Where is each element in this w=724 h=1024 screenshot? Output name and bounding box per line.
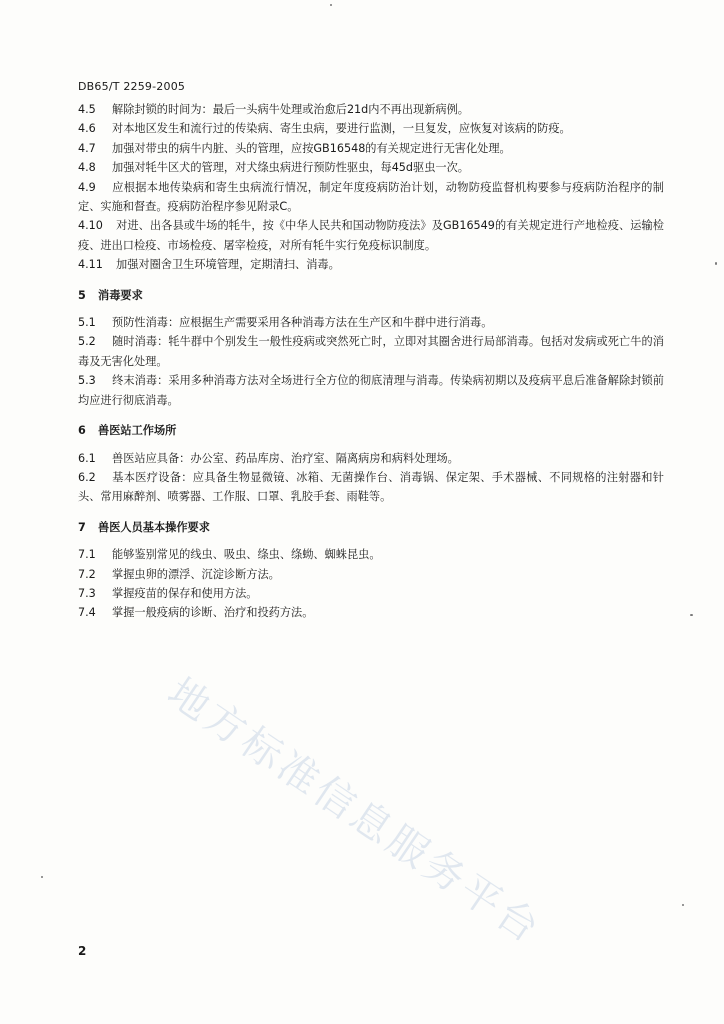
document-code: DB65/T 2259-2005 (78, 80, 186, 93)
section-4-items (78, 100, 664, 275)
clause-7-3 (78, 584, 664, 603)
clause-text: 应根据本地传染病和寄生虫病流行情况，制定年度疫病防治计划，动物防疫监督机构要参与疫病防治程序的制定、实施和督查。疫病防治程序参见附录C。 (78, 180, 664, 214)
section-5-heading (78, 286, 664, 305)
clause-4-5 (78, 100, 664, 119)
page-number: 2 (78, 944, 87, 958)
clause-4-7 (78, 139, 664, 158)
clause-number: 4.6 (78, 122, 96, 136)
clause-text: 加强对带虫的病牛内脏、头的管理，应按GB16548的有关规定进行无害化处理。 (112, 141, 511, 155)
clause-number: 4.11 (78, 258, 103, 272)
clause-number: 4.5 (78, 103, 96, 116)
clause-4-6 (78, 119, 664, 138)
clause-number: 5.2 (78, 335, 96, 349)
clause-6-2 (78, 468, 664, 507)
clause-text: 掌握虫卵的漂浮、沉淀诊断方法。 (112, 567, 280, 581)
scan-speck (682, 904, 684, 906)
document-body (78, 100, 664, 623)
clause-7-1 (78, 545, 664, 564)
scan-speck (330, 4, 332, 6)
section-6-heading (78, 421, 664, 440)
clause-text: 能够鉴别常见的线虫、吸虫、绦虫、绦蚴、蜘蛛昆虫。 (112, 548, 381, 562)
clause-text: 解除封锁的时间为：最后一头病牛处理或治愈后21d内不再出现新病例。 (112, 103, 469, 116)
clause-text: 随时消毒：牦牛群中个别发生一般性疫病或突然死亡时，立即对其圈舍进行局部消毒。包括对发病或死亡牛的消毒及无害化处理。 (78, 335, 664, 368)
clause-4-8 (78, 158, 664, 177)
clause-number: 6.1 (78, 451, 96, 465)
clause-4-10 (78, 216, 664, 255)
clause-text: 终末消毒：采用多种消毒方法对全场进行全方位的彻底清理与消毒。传染病初期以及疫病平息后准备解除封锁前均应进行彻底消毒。 (78, 374, 664, 407)
scan-speck (715, 262, 717, 265)
clause-4-9 (78, 178, 664, 217)
clause-5-2 (78, 332, 664, 371)
clause-5-3 (78, 371, 664, 410)
scan-speck (41, 876, 43, 878)
clause-6-1 (78, 449, 664, 468)
section-number: 5 (78, 288, 86, 302)
clause-text: 对本地区发生和流行过的传染病、寄生虫病，要进行监测，一旦复发，应恢复对该病的防疫。 (112, 122, 571, 136)
clause-text: 对进、出各县或牛场的牦牛，按《中华人民共和国动物防疫法》及GB16549的有关规定进行产地检疫、运输检疫、进出口检疫、市场检疫、屠宰检疫，对所有牦牛实行免疫标识制度。 (78, 219, 664, 252)
clause-text: 预防性消毒：应根据生产需要采用各种消毒方法在生产区和牛群中进行消毒。 (112, 316, 493, 330)
clause-text: 基本医疗设备：应具备生物显微镜、冰箱、无菌操作台、消毒锅、保定架、手术器械、不同规格的注射器和针头、常用麻醉剂、喷雾器、工作服、口罩、乳胶手套、雨鞋等。 (78, 470, 664, 504)
clause-7-4 (78, 603, 664, 622)
clause-text: 兽医站应具备：办公室、药品库房、治疗室、隔离病房和病料处理场。 (112, 451, 459, 465)
clause-number: 4.9 (78, 180, 96, 194)
section-title: 兽医人员基本操作要求 (98, 520, 210, 534)
clause-number: 7.2 (78, 567, 96, 581)
clause-5-1 (78, 313, 664, 332)
scan-speck (690, 614, 693, 616)
clause-text: 掌握疫苗的保存和使用方法。 (112, 586, 258, 600)
section-number: 6 (78, 424, 86, 438)
clause-7-2 (78, 565, 664, 584)
clause-number: 7.3 (78, 586, 96, 600)
clause-number: 5.1 (78, 316, 96, 330)
clause-number: 5.3 (78, 374, 96, 388)
section-number: 7 (78, 520, 86, 534)
section-title: 消毒要求 (98, 288, 143, 302)
section-title: 兽医站工作场所 (98, 424, 177, 438)
clause-number: 4.10 (78, 219, 103, 233)
section-7-heading (78, 518, 664, 537)
watermark: 地方标准信息服务平台 (159, 669, 550, 954)
clause-number: 6.2 (78, 470, 96, 484)
clause-number: 7.1 (78, 548, 96, 562)
clause-text: 加强对牦牛区犬的管理，对犬绦虫病进行预防性驱虫，每45d驱虫一次。 (112, 161, 469, 175)
clause-number: 4.8 (78, 161, 96, 175)
clause-number: 4.7 (78, 141, 96, 155)
clause-number: 7.4 (78, 606, 96, 620)
clause-text: 加强对圈舍卫生环境管理，定期清扫、消毒。 (116, 258, 340, 272)
clause-text: 掌握一般疫病的诊断、治疗和投药方法。 (112, 606, 314, 620)
clause-4-11 (78, 255, 664, 274)
